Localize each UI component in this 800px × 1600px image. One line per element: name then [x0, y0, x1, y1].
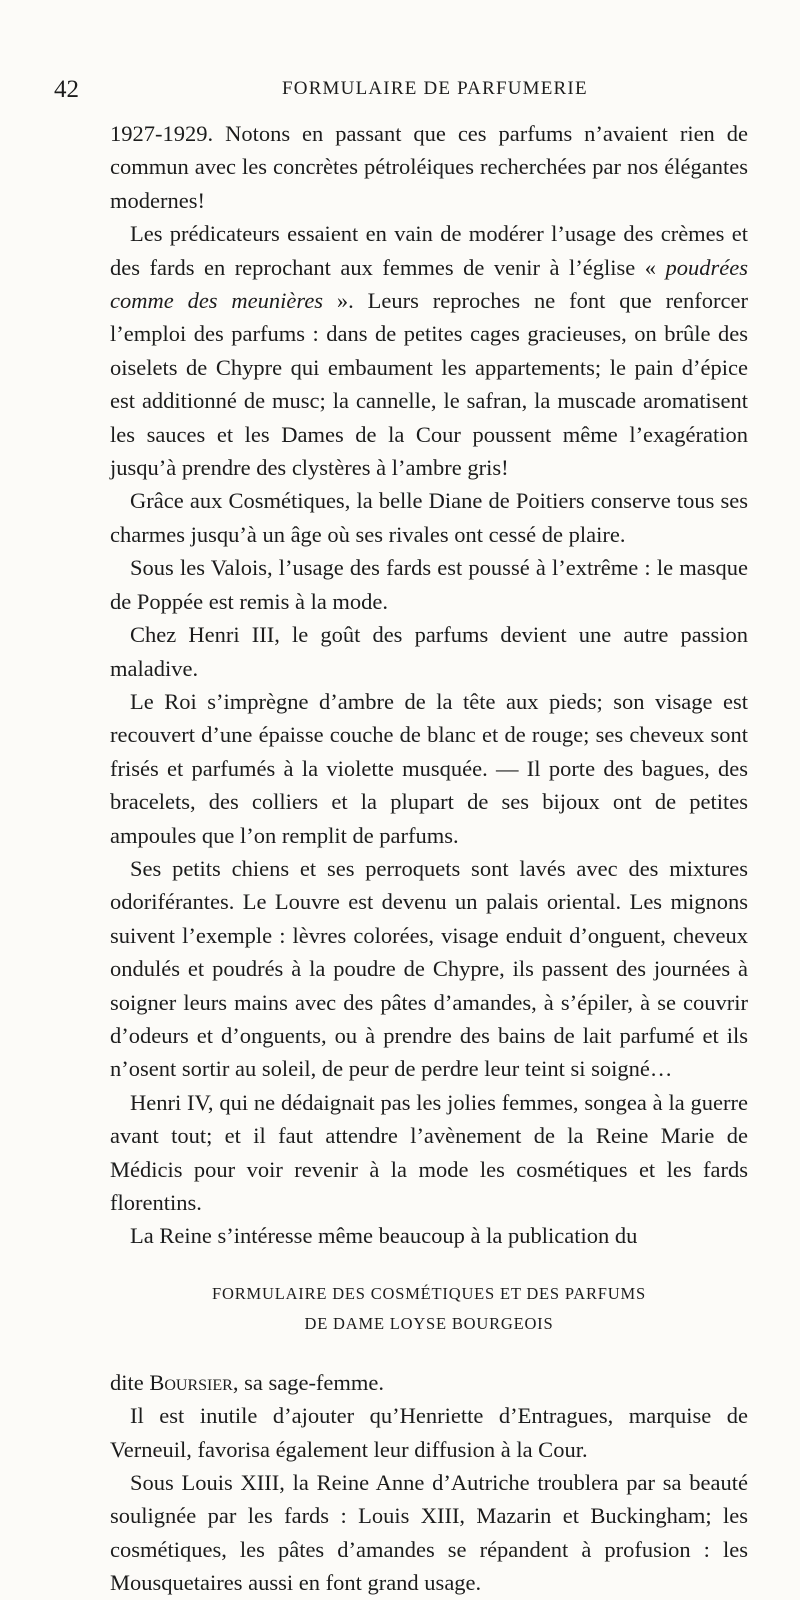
paragraph-text: Les prédicateurs essaient en vain de modérer l’usage des crèmes et des fards en reprochant aux femmes de venir à l’église « [110, 221, 748, 280]
paragraph [110, 1366, 748, 1399]
page-number: 42 [54, 76, 79, 103]
paragraph: Sous les Valois, l’usage des fards est poussé à l’extrême : le masque de Poppée est remis à la mode. [110, 555, 748, 614]
running-head: FORMULAIRE DE PARFUMERIE [282, 78, 588, 99]
paragraph: Chez Henri III, le goût des parfums devient une autre passion maladive. [110, 622, 748, 681]
paragraph: Grâce aux Cosmétiques, la belle Diane de Poitiers conserve tous ses charmes jusqu’à un âge où ses rivales ont cessé de plaire. [110, 488, 748, 547]
paragraph [110, 217, 748, 484]
paragraph: Henri IV, qui ne dédaignait pas les jolies femmes, songea à la guerre avant tout; et il faut attendre l’avènement de la Reine Marie de Médicis pour voir revenir à la mode les cosmétiques et les fards florentins. [110, 1089, 748, 1215]
centered-title-line: DE DAME LOYSE BOURGEOIS [304, 1313, 554, 1333]
smallcaps-name: Boursier [149, 1369, 233, 1395]
paragraph-text: dite [110, 1369, 150, 1395]
paragraph: Il est inutile d’ajouter qu’Henriette d’Entragues, marquise de Verneuil, favorisa également leur diffusion à la Cour. [110, 1403, 748, 1462]
italic-quote: poudrées comme des meunières [110, 254, 748, 314]
paragraph: La Reine s’intéresse même beaucoup à la publication du [130, 1223, 638, 1249]
centered-title [110, 1279, 748, 1339]
paragraph: Le Roi s’imprègne d’ambre de la tête aux pieds; son visage est recouvert d’une épaisse couche de blanc et de rouge; ses cheveux sont frisés et parfumés à la violette musquée. — Il porte des bagues, des bracelets, des colliers et la plupart de ses bijoux ont de petites ampoules que l’on remplit de parfums. [110, 688, 748, 848]
paragraph-text: ». Leurs reproches ne font que renforcer l’emploi des parfums : dans de petites cages gracieuses, on brûle des oiselets de Chypre qui embaument les appartements; le pain d’épice est additionné de musc; la cannelle, le safran, la muscade aromatisent les sauces et les Dames de la Cour poussent même l’exagération jusqu’à prendre des clystères à l’ambre gris! [110, 288, 748, 481]
paragraph: Ses petits chiens et ses perroquets sont lavés avec des mixtures odoriférantes. Le Louvre est devenu un palais oriental. Les mignons suivent l’exemple : lèvres colorées, visage enduit d’onguent, cheveux ondulés et poudrés à la poudre de Chypre, ils passent des journées à soigner leurs mains avec des pâtes d’amandes, à s’épiler, à se couvrir d’odeurs et d’onguents, ou à prendre des bains de lait parfumé et ils n’osent sortir au soleil, de peur de perdre leur teint si soigné… [110, 855, 748, 1082]
paragraph-text: , sa sage-femme. [232, 1369, 385, 1395]
body-text [110, 117, 748, 1600]
paragraph: 1927-1929. Notons en passant que ces parfums n’avaient rien de commun avec les concrètes pétroléiques recherchées par nos élégantes modernes! [110, 121, 748, 213]
paragraph: Sous Louis XIII, la Reine Anne d’Autriche troublera par sa beauté soulignée par les fards : Louis XIII, Mazarin et Buckingham; les cosmétiques, les pâtes d’amandes se répandent à profusion : les Mousquetaires aussi en font grand usage. [110, 1470, 748, 1596]
centered-title-line: FORMULAIRE DES COSMÉTIQUES ET DES PARFUMS [212, 1283, 646, 1303]
